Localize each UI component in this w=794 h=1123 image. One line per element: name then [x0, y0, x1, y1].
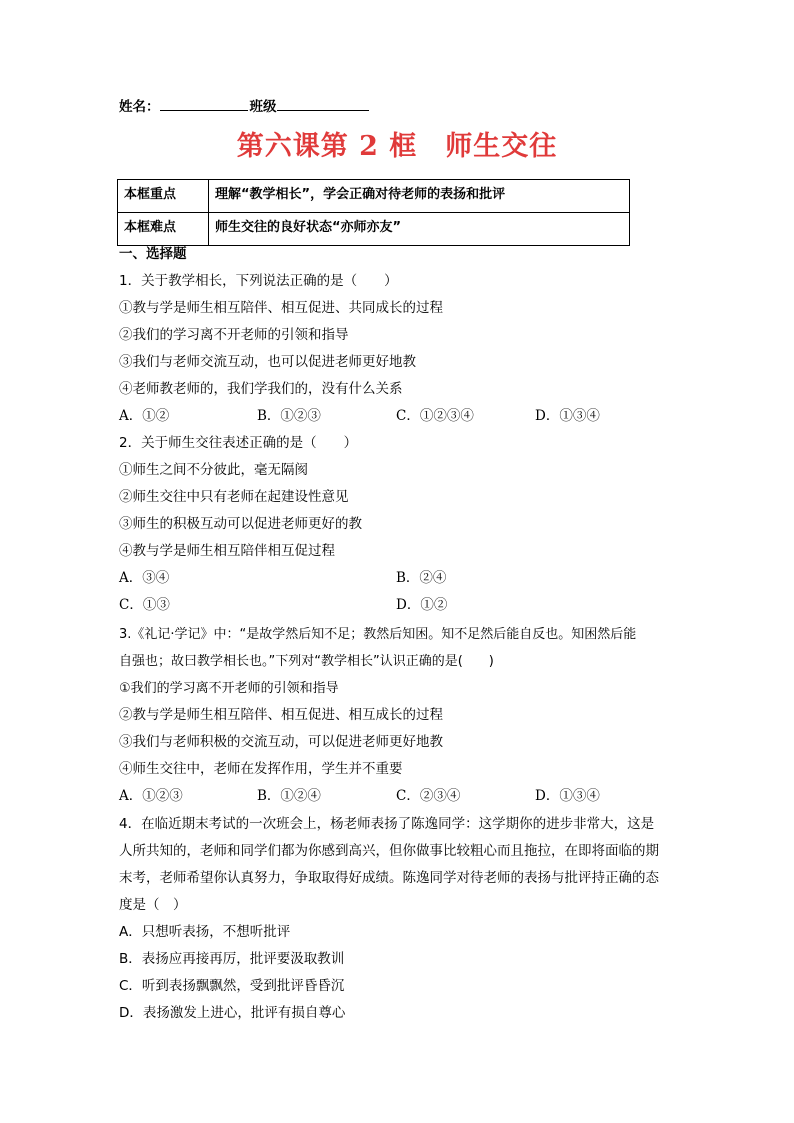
- question-3-stem: 3.《礼记·学记》中：“是故学然后知不足；教然后知困。知不足然后能自反也。知困然后能: [119, 627, 637, 642]
- name-label: 姓名：: [119, 99, 160, 115]
- class-label: 班级: [249, 99, 277, 115]
- question-3-option-c[interactable]: C．②③④: [396, 788, 461, 804]
- question-3-item: ④师生交往中，老师在发挥作用，学生并不重要: [119, 761, 403, 777]
- question-1-option-b[interactable]: B．①②③: [257, 408, 321, 424]
- table-cell-value: 理解“教学相长”，学会正确对待老师的表扬和批评: [209, 180, 630, 213]
- class-blank[interactable]: [277, 96, 369, 111]
- question-1-item: ②我们的学习离不开老师的引领和指导: [119, 327, 349, 343]
- question-3-option-d[interactable]: D．①③④: [535, 788, 600, 804]
- table-cell-value: 师生交往的良好状态“亦师亦友”: [209, 213, 630, 246]
- question-3-option-a[interactable]: A．①②③: [119, 788, 183, 804]
- table-row: [118, 213, 630, 246]
- question-2-stem: 2．关于师生交往表述正确的是（ ）: [119, 435, 358, 451]
- question-3-item: ②教与学是师生相互陪伴、相互促进、相互成长的过程: [119, 707, 443, 723]
- page-title: 第六课第 2 框 师生交往: [236, 131, 558, 162]
- question-4-option-a[interactable]: A．只想听表扬，不想听批评: [119, 924, 291, 940]
- question-2-option-d[interactable]: D．①②: [396, 597, 448, 613]
- question-4-option-c[interactable]: C．听到表扬飘飘然，受到批评昏昏沉: [119, 978, 345, 994]
- question-2-option-c[interactable]: C．①③: [119, 597, 170, 613]
- question-2-item: ②师生交往中只有老师在起建设性意见: [119, 489, 349, 505]
- question-2-item: ③师生的积极互动可以促进老师更好的教: [119, 516, 362, 532]
- lesson-focus-table: [117, 179, 630, 246]
- table-cell-key: 本框重点: [118, 180, 209, 213]
- question-1-option-c[interactable]: C．①②③④: [396, 408, 474, 424]
- question-2-item: ①师生之间不分彼此，毫无隔阂: [119, 462, 308, 478]
- question-2-option-a[interactable]: A．③④: [119, 570, 170, 586]
- question-1-option-a[interactable]: A．①②: [119, 408, 170, 424]
- table-row: [118, 180, 630, 213]
- question-4-option-d[interactable]: D．表扬激发上进心，批评有损自尊心: [119, 1005, 346, 1021]
- question-1-item: ①教与学是师生相互陪伴、相互促进、共同成长的过程: [119, 300, 443, 316]
- name-blank[interactable]: [160, 96, 248, 111]
- student-info-line: [119, 95, 369, 115]
- question-1-stem: 1．关于教学相长，下列说法正确的是（ ）: [119, 273, 398, 289]
- question-1-item: ③我们与老师交流互动，也可以促进老师更好地教: [119, 354, 416, 370]
- question-4-stem: 人所共知的，老师和同学们都为你感到高兴，但你做事比较粗心而且拖拉，在即将面临的期: [119, 843, 659, 859]
- table-cell-key: 本框难点: [118, 213, 209, 246]
- question-3-item: ①我们的学习离不开老师的引领和指导: [119, 681, 339, 696]
- question-3-item: ③我们与老师积极的交流互动，可以促进老师更好地教: [119, 734, 443, 750]
- question-3-stem: 自强也；故曰教学相长也。”下列对“教学相长”认识正确的是( ): [119, 654, 494, 669]
- question-1-option-d[interactable]: D．①③④: [535, 408, 600, 424]
- question-4-stem: 末考，老师希望你认真努力，争取取得好成绩。陈逸同学对待老师的表扬与批评持正确的态: [119, 870, 659, 886]
- question-2-option-b[interactable]: B．②④: [396, 570, 447, 586]
- question-2-item: ④教与学是师生相互陪伴相互促过程: [119, 543, 335, 559]
- question-4-stem: 度是（ ）: [119, 897, 187, 913]
- question-4-option-b[interactable]: B．表扬应再接再厉，批评要汲取教训: [119, 951, 345, 967]
- question-1-item: ④老师教老师的，我们学我们的，没有什么关系: [119, 381, 403, 397]
- question-4-stem: 4．在临近期末考试的一次班会上，杨老师表扬了陈逸同学：这学期你的进步非常大，这是: [119, 816, 655, 832]
- section-heading: 一、选择题: [119, 246, 187, 262]
- question-3-option-b[interactable]: B．①②④: [257, 788, 321, 804]
